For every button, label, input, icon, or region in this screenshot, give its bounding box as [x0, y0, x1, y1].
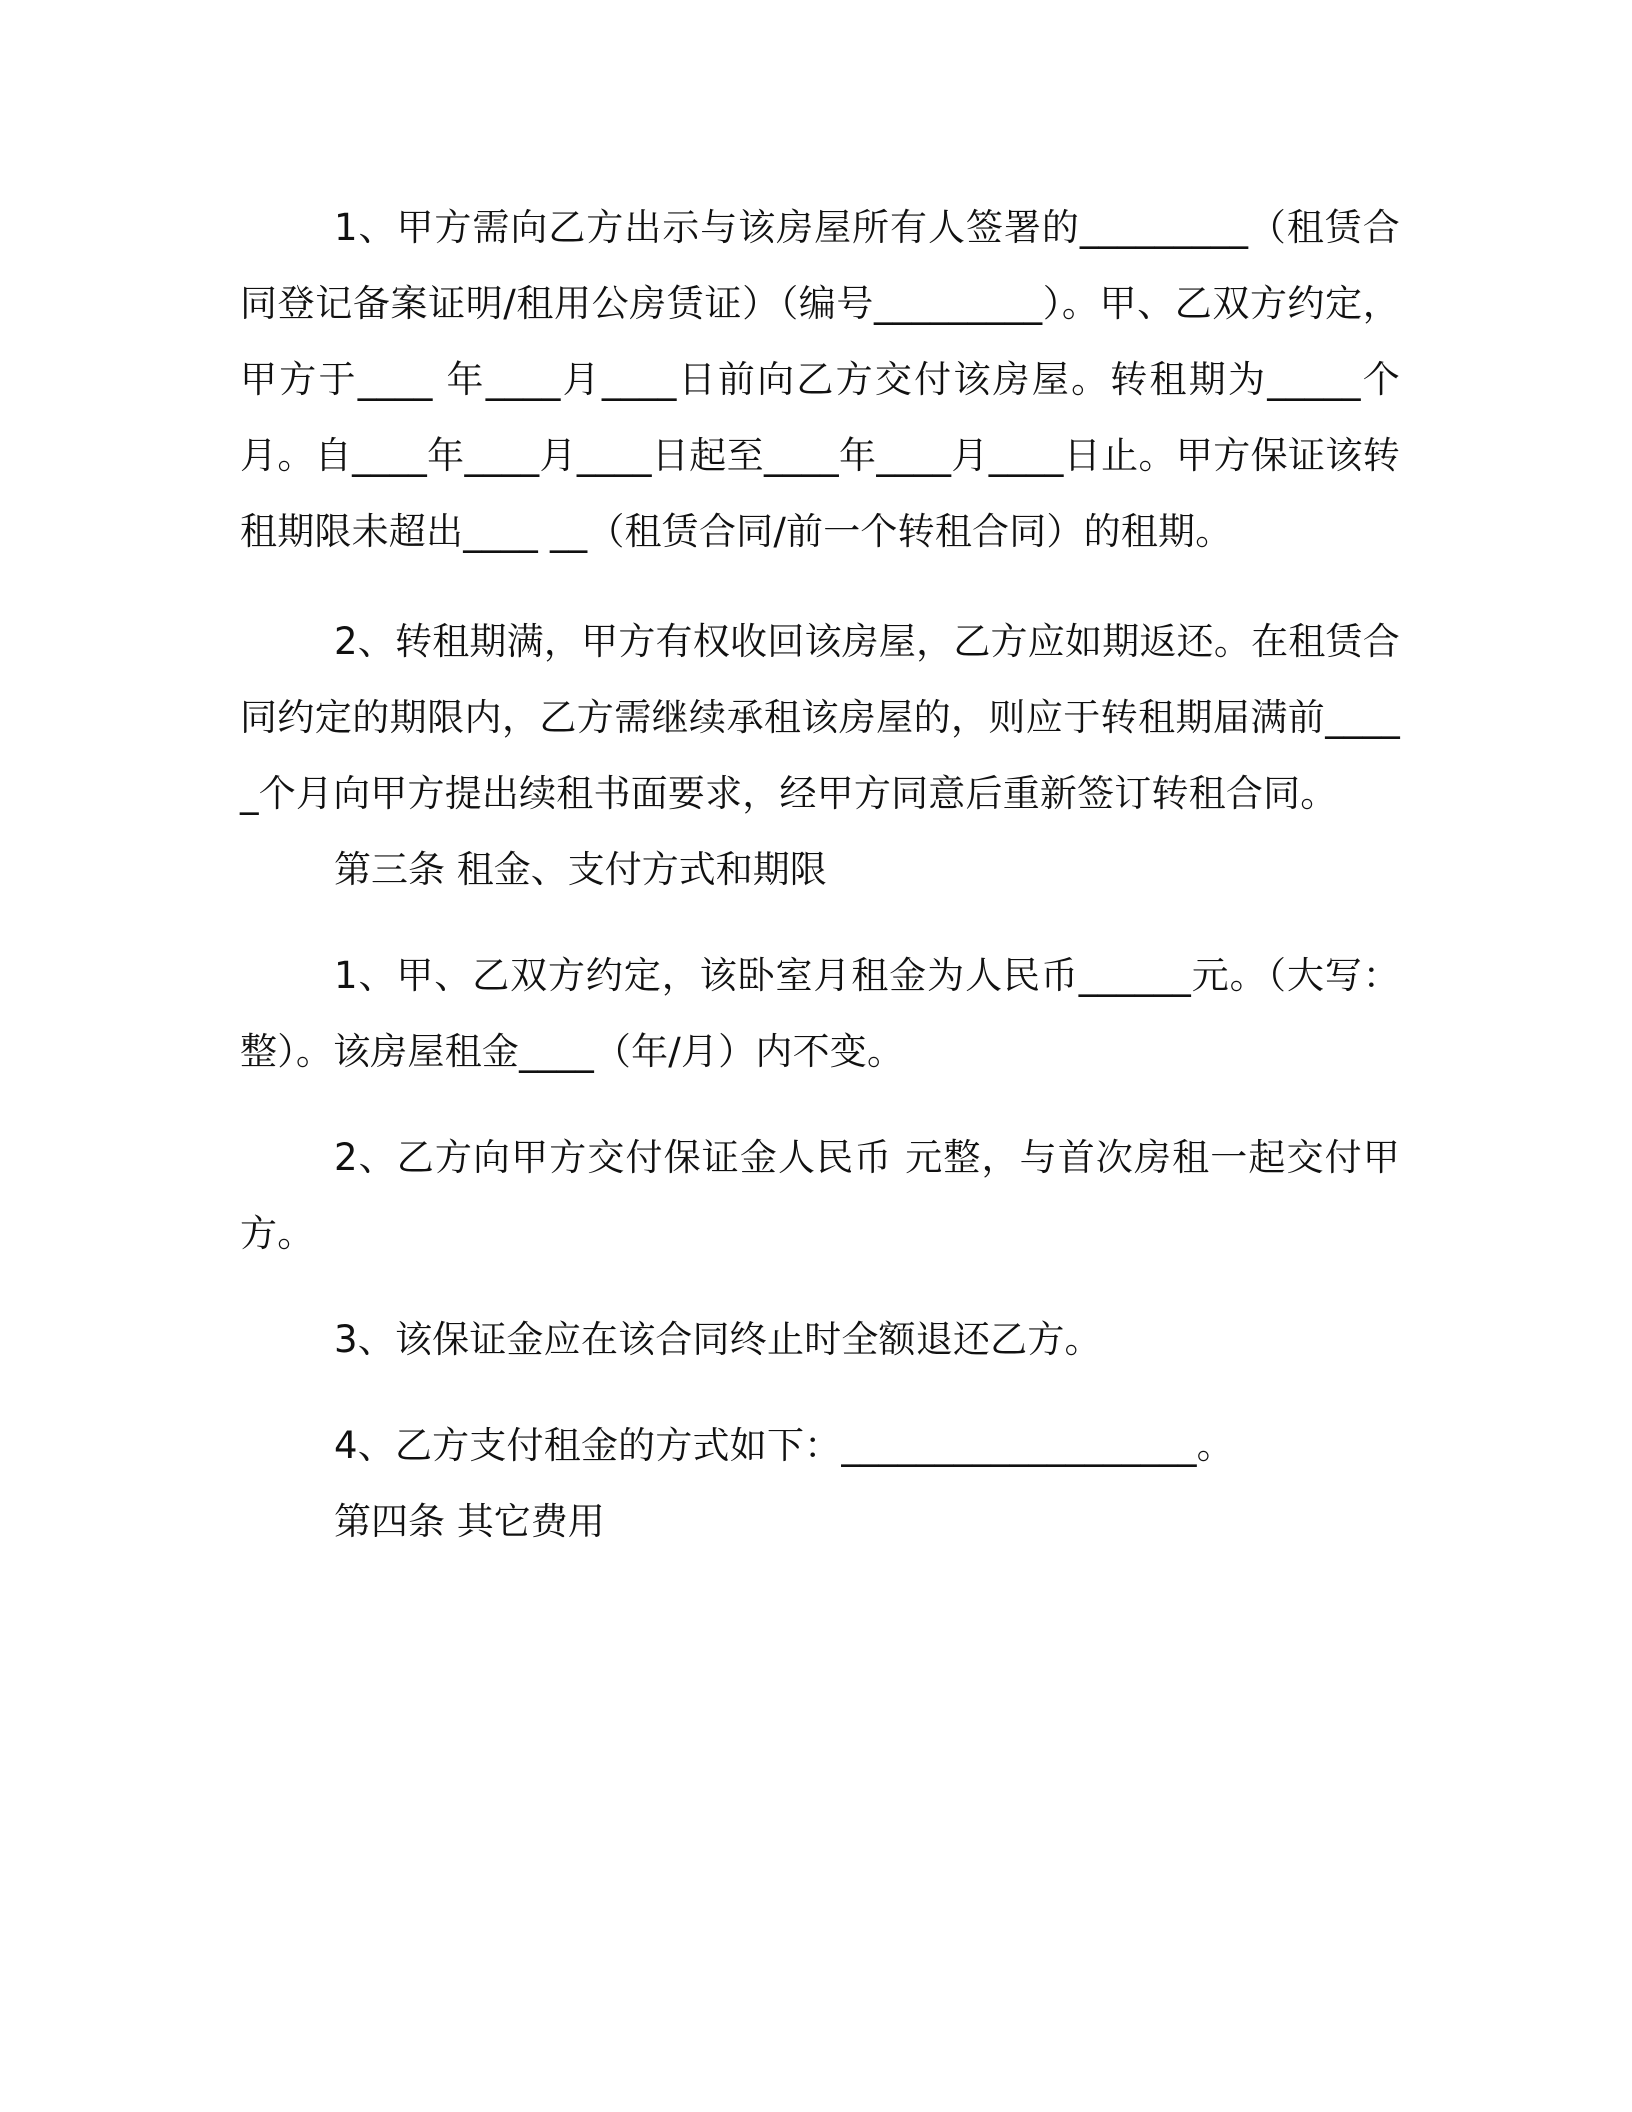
heading-article-4: 第四条 其它费用 — [334, 1500, 605, 1543]
paragraph-sublease-term: 1、甲方需向乙方出示与该房屋所有人签署的_________（租赁合同登记备案证明/租用公房赁证）（编号_________）。甲、乙双方约定，甲方于____ 年____月____日前向乙方交付该房屋。转租期为_____个月。自____年____月____日起至____年____月____日止。甲方保证该转租期限未超出____ __（租赁合同/前一个转租合同）的租期。 — [240, 206, 1400, 553]
paragraph-sublease-expiry: 2、转租期满，甲方有权收回该房屋，乙方应如期返还。在租赁合同约定的期限内，乙方需继续承租该房屋的，则应于转租期届满前_____个月向甲方提出续租书面要求，经甲方同意后重新签订转租合同。 — [240, 620, 1400, 815]
heading-article-3: 第三条 租金、支付方式和期限 — [334, 848, 827, 891]
document-body — [240, 190, 1400, 1560]
paragraph-deposit: 2、乙方向甲方交付保证金人民币 元整，与首次房租一起交付甲方。 — [240, 1136, 1400, 1255]
paragraph-rent-amount: 1、甲、乙双方约定，该卧室月租金为人民币______元。（大写：整）。该房屋租金____（年/月）内不变。 — [240, 954, 1400, 1073]
paragraph-payment-method: 4、乙方支付租金的方式如下：___________________。 — [334, 1424, 1234, 1467]
paragraph-deposit-refund: 3、该保证金应在该合同终止时全额退还乙方。 — [334, 1318, 1102, 1361]
